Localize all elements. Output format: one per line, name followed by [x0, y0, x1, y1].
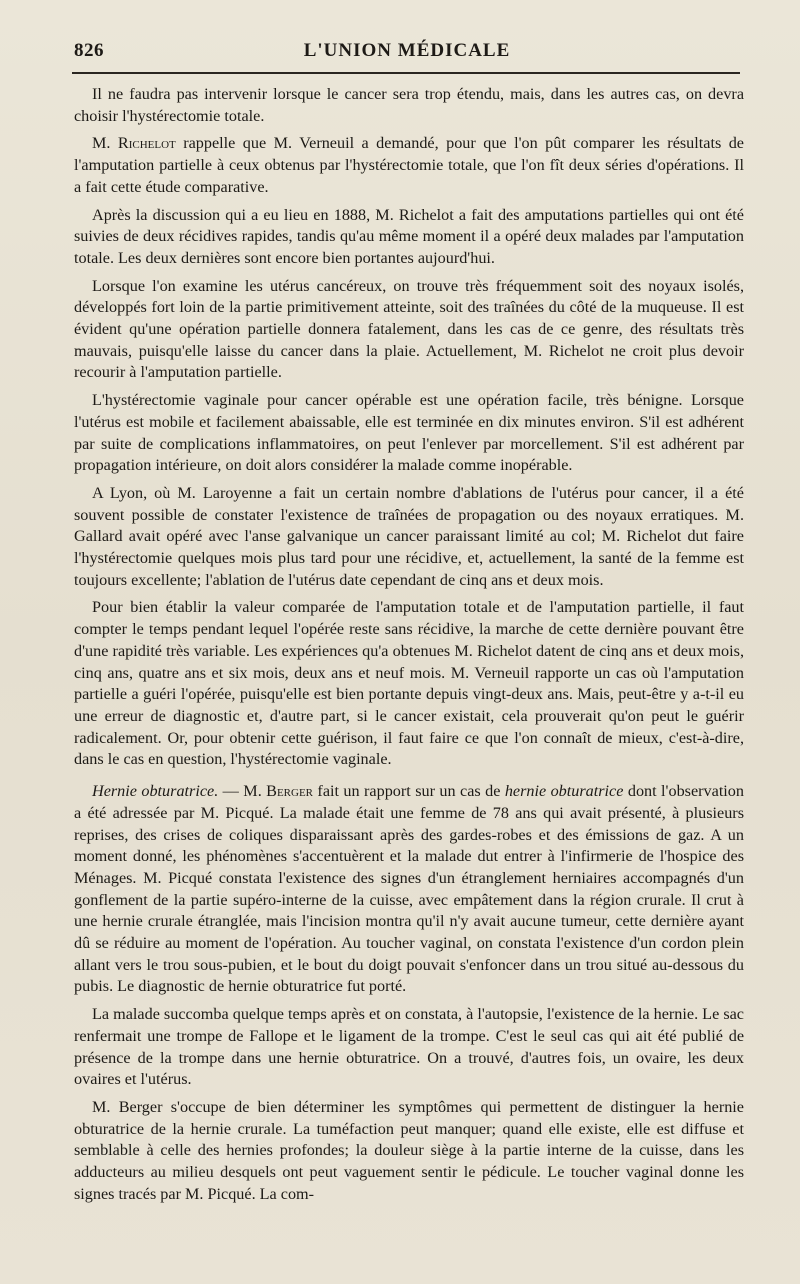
- paragraph: A Lyon, où M. Laroyenne a fait un certain nombre d'ablations de l'utérus pour cancer, il a été souvent possible de constater l'existence de traînées de propagation ou des noyaux erratiques. M. Gallard avait opéré avec l'anse galvanique un cancer paraissant limité au col; M. Richelot dut faire l'hystérectomie quelques mois plus tard pour une récidive, et, actuellement, la santé de la femme est toujours excellente; l'ablation de l'utérus date cependant de cinq ans et deux mois.: [74, 483, 744, 589]
- page-number: 826: [74, 40, 104, 61]
- paragraph: M. Berger s'occupe de bien déterminer les symptômes qui permettent de distinguer la hernie obturatrice de la hernie crurale. La tuméfaction peut manquer; quand elle existe, elle est diffuse et semblable à celle des hernies profondes; la douleur siège à la partie interne de la cuisse, dans les adducteurs au milieu desquels ont peut vaguement sentir le pédicule. Le toucher vaginal donne les signes tracés par M. Picqué. La com-: [74, 1097, 744, 1203]
- text-run: fait un rapport sur un cas de: [313, 782, 505, 801]
- paragraph: La malade succomba quelque temps après et on constata, à l'autopsie, l'existence de la hernie. Le sac renfermait une trompe de Fallope et le ligament de la trompe. C'est le seul cas qui ait été publié de présence de la trompe dans une hernie obturatrice. On a trouvé, d'autres fois, un ovaire, les deux ovaires et l'utérus.: [74, 1005, 744, 1089]
- author-name: Berger: [266, 782, 314, 801]
- italic-term: hernie obturatrice: [504, 782, 624, 801]
- header-rule: [72, 72, 740, 74]
- paragraph: Il ne faudra pas intervenir lorsque le cancer sera trop étendu, mais, dans les autres cas, on devra choisir l'hystérectomie totale.: [74, 85, 744, 125]
- paragraph: L'hystérectomie vaginale pour cancer opérable est une opération facile, très bénigne. Lorsque l'utérus est mobile et facilement abaissable, elle est terminée en dix minutes environ. S'il est adhérent par suite de complications inflammatoires, on peut l'enlever par morcellement. S'il est adhérent par propagation intérieure, on doit alors considérer la malade comme inopérable.: [74, 391, 744, 475]
- running-header: [72, 40, 742, 70]
- journal-title: L'UNION MÉDICALE: [303, 40, 511, 61]
- paragraph: Lorsque l'on examine les utérus cancéreux, on trouve très fréquemment soit des noyaux isolés, développés fort loin de la partie primitivement atteinte, soit des traînées du côté de la muqueuse. Il est évident qu'une opération partielle donnera fatalement, dans les cas de ce genre, des résultats très mauvais, puisqu'elle laisse du cancer dans la plaie. Actuellement, M. Richelot ne croit plus devoir recourir à l'amputation partielle.: [74, 276, 744, 382]
- article-body: [74, 84, 744, 1211]
- paragraph: Pour bien établir la valeur comparée de l'amputation totale et de l'amputation partielle, il faut compter le temps pendant lequel l'opérée reste sans récidive, la marche de cette dernière pouvant être d'une rapidité très variable. Les expériences qu'a obtenues M. Richelot datent de cinq ans et deux mois, cinq ans, quatre ans et six mois, deux ans et neuf mois. M. Verneuil rapporte un cas où l'amputation partielle a guéri l'opérée, puisqu'elle est bien portante depuis vingt-deux ans. Mais, peut-être y a-t-il eu une erreur de diagnostic et, d'autre part, si le cancer existait, cela prouverait qu'on peut le guérir radicalement. Or, pour obtenir cette guérison, il faut faire ce que l'on connaît de mieux, c'est-à-dire, dans le cas en question, l'hystérectomie vaginale.: [74, 598, 744, 769]
- text-run: dont l'observation a été adressée par M. Picqué. La malade était une femme de 78 ans qui avait présenté, à plusieurs reprises, des crises de coliques disparaissant après des gardes-robes et des émissions de gaz. A un moment donné, les phénomènes s'accentuèrent et la malade dut entrer à l'infirmerie de l'hospice des Ménages. M. Picqué constata l'existence des signes d'un étranglement herniaires accompagnés d'un gonflement de la partie supéro-interne de la cuisse, avec empâtement dans la région crurale. Il crut à une hernie crurale étranglée, mais l'incision montra qu'il n'y avait aucune tumeur, cette dernière ayant dû se réduire au moment de l'opération. Au toucher vaginal, on constata l'existence d'un cordon plein allant vers le trou sous-pubien, et le bout du doigt pouvait s'enfoncer dans un trou situé au-dessous du pubis. Le diagnostic de hernie obturatrice fut porté.: [74, 782, 744, 996]
- paragraph: Après la discussion qui a eu lieu en 1888, M. Richelot a fait des amputations partielles qui ont été suivies de deux récidives rapides, tandis qu'au même moment il a opéré deux malades par l'amputation totale. Les deux dernières sont encore bien portantes aujourd'hui.: [74, 205, 744, 267]
- paragraph: [74, 781, 744, 998]
- text-run: — M.: [218, 782, 267, 801]
- text-run: rappelle que M. Verneuil a demandé, pour que l'on pût comparer les résultats de l'amputation partielle à ceux obtenus par l'hystérectomie totale, que l'on fît deux séries d'opérations. Il a fait cette étude comparative.: [74, 134, 744, 196]
- author-name: Richelot: [117, 134, 176, 153]
- text-run: M.: [92, 134, 118, 153]
- paragraph: [74, 133, 744, 198]
- section-title: Hernie obturatrice.: [92, 782, 219, 801]
